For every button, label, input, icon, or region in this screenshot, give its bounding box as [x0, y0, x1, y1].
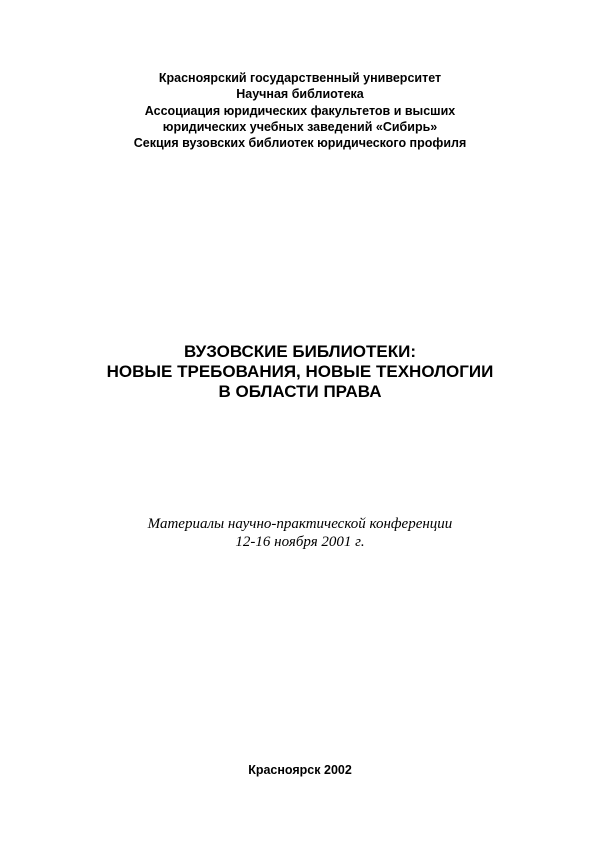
association-name-line-1: Ассоциация юридических факультетов и высших [144, 103, 456, 118]
document-title [0, 342, 600, 402]
title-line-1: ВУЗОВСКИЕ БИБЛИОТЕКИ: [184, 342, 416, 361]
association-name-line-2: юридических учебных заведений «Сибирь» [162, 119, 438, 134]
library-name: Научная библиотека [236, 87, 364, 102]
title-line-2: НОВЫЕ ТРЕБОВАНИЯ, НОВЫЕ ТЕХНОЛОГИИ [106, 362, 494, 381]
conference-dates: 12-16 ноября 2001 г. [235, 534, 365, 550]
conference-subtitle [0, 515, 600, 551]
conference-description: Материалы научно-практической конференции [147, 516, 453, 532]
university-name: Красноярский государственный университет [158, 71, 442, 85]
organization-header [0, 70, 600, 151]
imprint-place-year: Красноярск 2002 [248, 763, 352, 777]
section-name: Секция вузовских библиотек юридического профиля [133, 136, 467, 151]
title-line-3: В ОБЛАСТИ ПРАВА [218, 382, 382, 401]
